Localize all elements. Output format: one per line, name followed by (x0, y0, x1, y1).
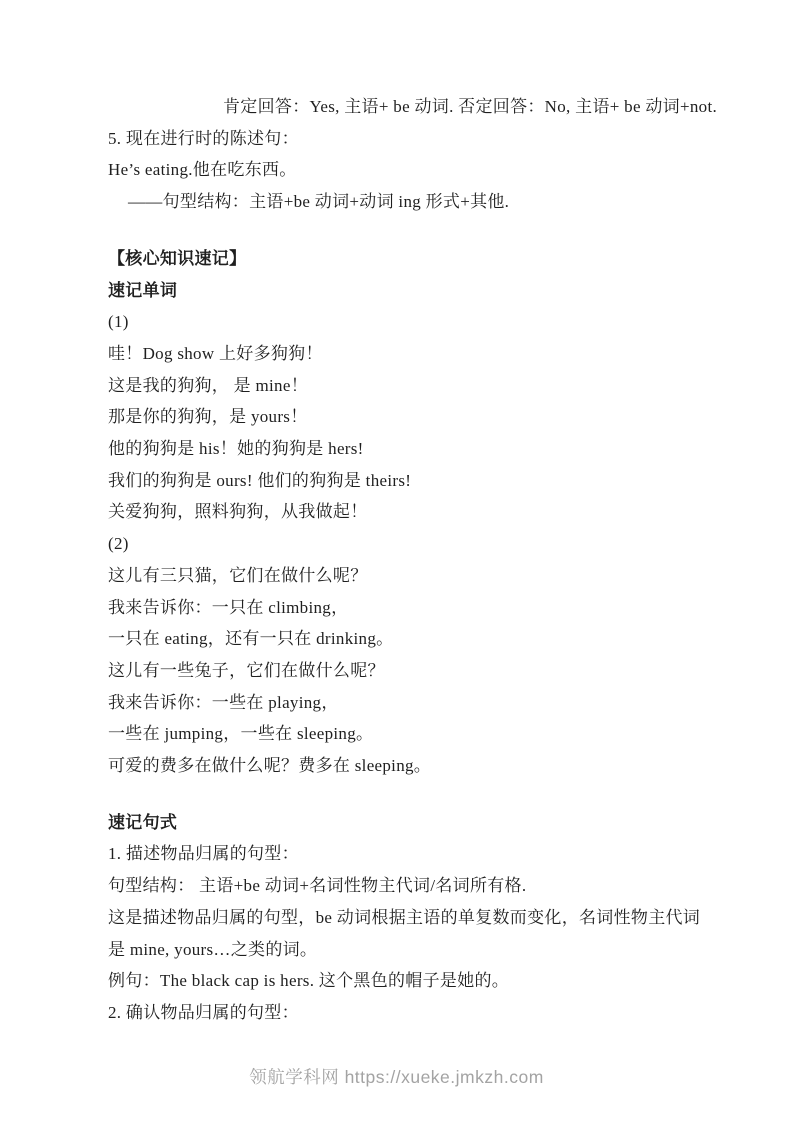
word-recap-line: 一只在 eating，还有一只在 drinking。 (108, 629, 394, 649)
group2-label: (2) (108, 534, 129, 554)
pattern-line: 2. 确认物品归属的句型： (108, 1002, 299, 1022)
word-recap-line: 那是你的狗狗，是 yours！ (108, 407, 308, 427)
footer-watermark (0, 1064, 793, 1089)
document-body (108, 91, 718, 1029)
word-recap-line: 他的狗狗是 his！她的狗狗是 hers! (108, 439, 364, 459)
pattern-line: 句型结构： 主语+be 动词+名词性物主代词/名词所有格. (108, 876, 527, 896)
word-recap-line: 我们的狗狗是 ours! 他们的狗狗是 theirs! (108, 470, 412, 490)
word-recap-line: 这儿有三只猫，它们在做什么呢？ (108, 565, 368, 585)
heading-sentence-patterns: 速记句式 (108, 812, 178, 832)
line-sentence-structure: ——句型结构：主语+be 动词+动词 ing 形式+其他. (128, 192, 510, 212)
line-affirmative-negative-answer: 肯定回答：Yes, 主语+ be 动词. 否定回答：No, 主语+ be 动词+not. (223, 97, 718, 116)
line-item-5-heading: 5. 现在进行时的陈述句： (108, 128, 299, 148)
group1-label: (1) (108, 312, 129, 332)
word-recap-line: 我来告诉你：一些在 playing， (108, 692, 339, 712)
pattern-line: 1. 描述物品归属的句型： (108, 844, 299, 864)
heading-word-recap: 速记单词 (108, 280, 178, 300)
pattern-line: 这是描述物品归属的句型，be 动词根据主语的单复数而变化，名词性物主代词 (108, 907, 701, 927)
word-recap-line: 哇！Dog show 上好多狗狗！ (108, 343, 323, 363)
word-recap-line: 这儿有一些兔子，它们在做什么呢？ (108, 660, 385, 680)
heading-core-knowledge: 【核心知识速记】 (108, 248, 247, 268)
word-recap-line: 这是我的狗狗， 是 mine！ (108, 375, 308, 395)
section-gap (108, 782, 693, 807)
pattern-line: 是 mine, yours…之类的词。 (108, 939, 318, 959)
word-recap-line: 可爱的费多在做什么呢？费多在 sleeping。 (108, 756, 432, 776)
word-recap-line: 我来告诉你：一只在 climbing， (108, 597, 349, 617)
word-recap-line: 一些在 jumping，一些在 sleeping。 (108, 724, 374, 744)
line-example-sentence: He’s eating.他在吃东西。 (108, 160, 297, 180)
footer-site-text: 领航学科网 https://xueke.jmkzh.com (249, 1067, 544, 1087)
word-recap-line: 关爱狗狗，照料狗狗，从我做起！ (108, 502, 368, 522)
pattern-line: 例句：The black cap is hers. 这个黑色的帽子是她的。 (108, 971, 510, 991)
section-gap (108, 218, 693, 243)
